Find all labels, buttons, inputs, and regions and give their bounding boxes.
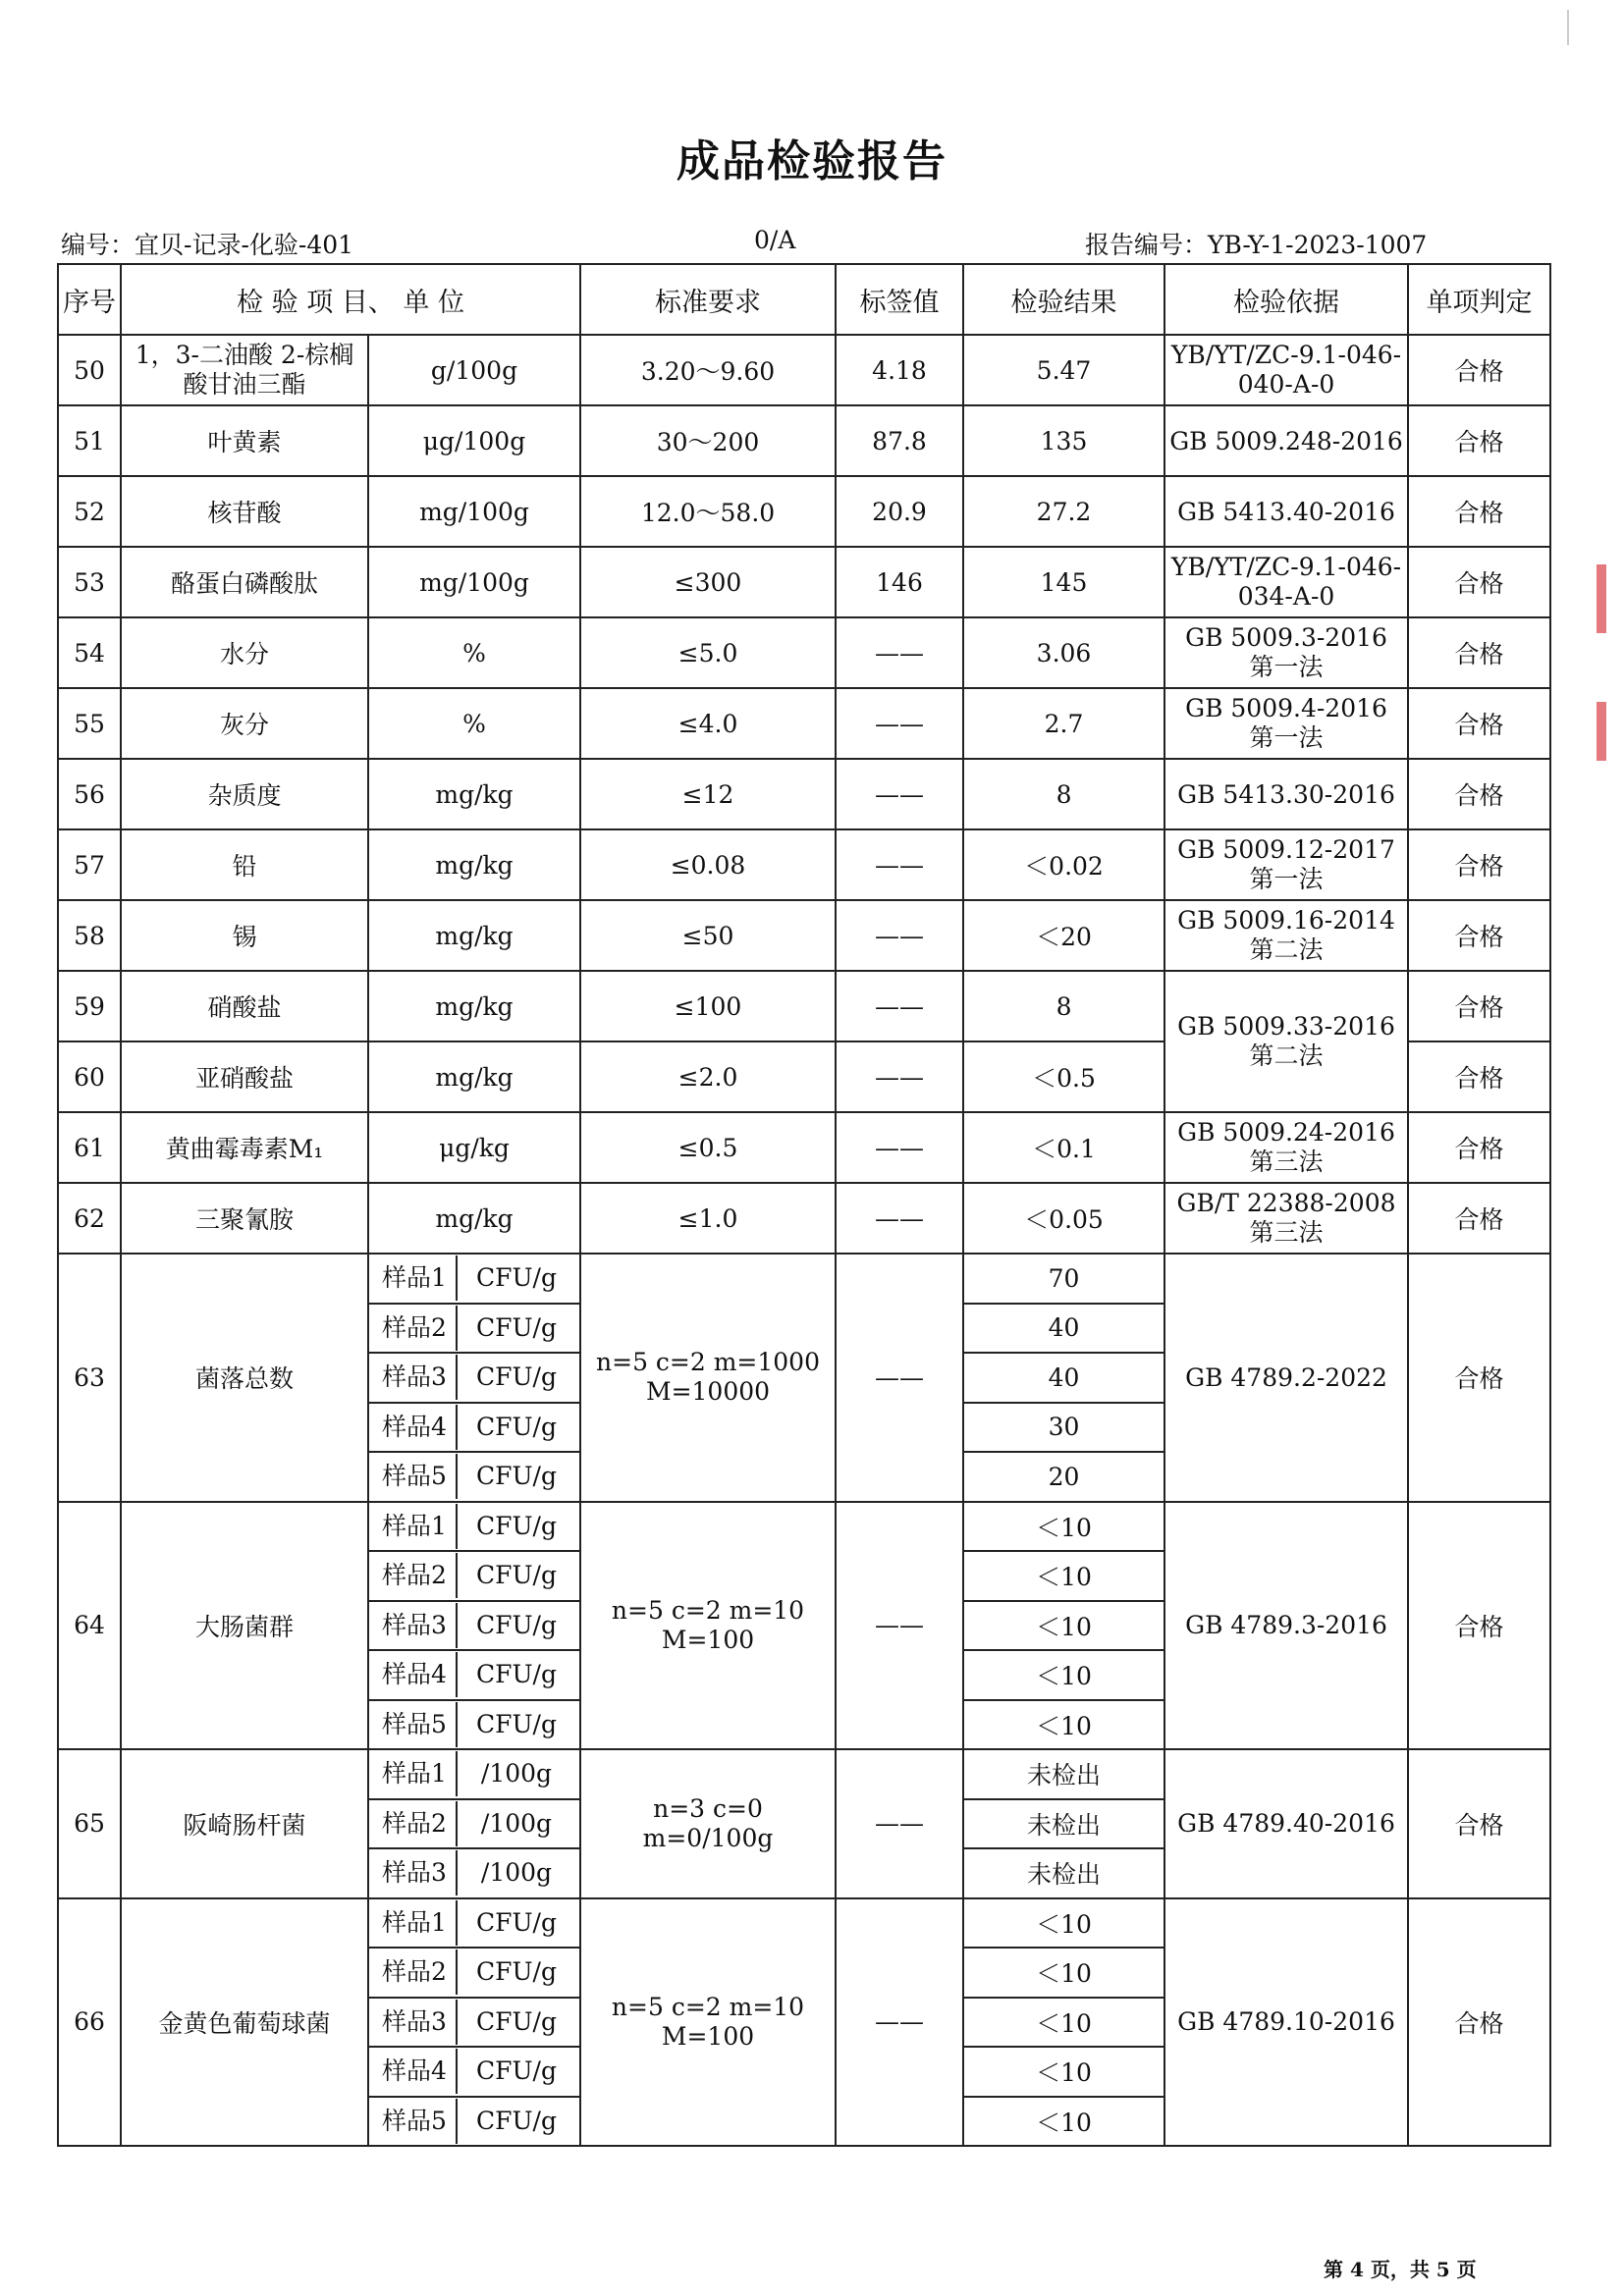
row-standard: 3.20～9.60 — [580, 335, 836, 405]
row-standard: ≤5.0 — [580, 617, 836, 688]
sample-cell — [368, 1799, 580, 1849]
sample-unit: CFU/g — [476, 1362, 557, 1392]
row-standard: n=5 c=2 m=1000 M=10000 — [580, 1254, 836, 1502]
row-basis: GB 5009.248-2016 — [1164, 405, 1408, 476]
row-judgment: 合格 — [1408, 759, 1550, 829]
row-label: —— — [836, 900, 963, 971]
row-result: 未检出 — [963, 1749, 1164, 1799]
micro-sample-row — [58, 1254, 1550, 1304]
sample-cell — [368, 1948, 580, 1998]
row-seq: 60 — [58, 1041, 121, 1112]
row-seq: 52 — [58, 476, 121, 547]
row-basis: GB 5009.3-2016 第一法 — [1164, 617, 1408, 688]
row-result: 30 — [963, 1403, 1164, 1453]
row-result: 8 — [963, 759, 1164, 829]
sample-cell — [368, 1749, 580, 1799]
row-label: —— — [836, 688, 963, 759]
sample-name: 样品2 — [373, 1553, 458, 1598]
sample-cell — [368, 2097, 580, 2147]
table-row — [58, 1112, 1550, 1183]
row-result: ＜10 — [963, 2097, 1164, 2147]
row-judgment: 合格 — [1408, 405, 1550, 476]
row-unit: mg/kg — [368, 1183, 580, 1254]
sample-unit: CFU/g — [476, 1709, 557, 1738]
row-unit: mg/kg — [368, 759, 580, 829]
col-standard: 标准要求 — [580, 264, 836, 335]
row-label: —— — [836, 829, 963, 900]
sample-cell — [368, 1898, 580, 1949]
row-label: 4.18 — [836, 335, 963, 405]
row-judgment: 合格 — [1408, 547, 1550, 617]
row-result: 27.2 — [963, 476, 1164, 547]
sample-unit: CFU/g — [476, 1610, 557, 1639]
row-seq: 57 — [58, 829, 121, 900]
sample-name: 样品5 — [373, 1454, 458, 1499]
row-result: 未检出 — [963, 1848, 1164, 1898]
report-title: 成品检验报告 — [677, 136, 947, 187]
row-judgment: 合格 — [1408, 829, 1550, 900]
row-judgment: 合格 — [1408, 1502, 1550, 1750]
row-result: ＜10 — [963, 1650, 1164, 1700]
row-basis: GB 5413.40-2016 — [1164, 476, 1408, 547]
row-seq: 61 — [58, 1112, 121, 1183]
row-result: ＜0.5 — [963, 1041, 1164, 1112]
sample-unit: CFU/g — [476, 1957, 557, 1987]
sample-cell — [368, 1403, 580, 1453]
row-seq: 58 — [58, 900, 121, 971]
table-row — [58, 617, 1550, 688]
row-item: 水分 — [121, 617, 368, 688]
row-unit: mg/kg — [368, 900, 580, 971]
row-result: 135 — [963, 405, 1164, 476]
row-item: 1，3-二油酸 2-棕榈酸甘油三酯 — [121, 335, 368, 405]
report-number: 报告编号：YB-Y-1-2023-1007 — [1085, 231, 1428, 259]
row-standard: ≤1.0 — [580, 1183, 836, 1254]
sample-unit: CFU/g — [476, 1660, 557, 1689]
table-row — [58, 688, 1550, 759]
stamp-fragment — [1597, 564, 1606, 633]
row-item: 灰分 — [121, 688, 368, 759]
row-result: 2.7 — [963, 688, 1164, 759]
row-unit: % — [368, 617, 580, 688]
row-item: 核苷酸 — [121, 476, 368, 547]
sample-cell — [368, 1353, 580, 1403]
row-seq: 66 — [58, 1898, 121, 2147]
row-standard: ≤0.08 — [580, 829, 836, 900]
sample-unit: CFU/g — [476, 1462, 557, 1491]
row-result: 8 — [963, 971, 1164, 1041]
row-standard: ≤50 — [580, 900, 836, 971]
table-row — [58, 1183, 1550, 1254]
row-unit: g/100g — [368, 335, 580, 405]
row-standard: ≤300 — [580, 547, 836, 617]
row-standard: n=3 c=0 m=0/100g — [580, 1749, 836, 1898]
col-judgment: 单项判定 — [1408, 264, 1550, 335]
row-unit: mg/100g — [368, 547, 580, 617]
sample-unit: /100g — [480, 1759, 553, 1789]
sample-name: 样品1 — [373, 1751, 458, 1796]
row-seq: 54 — [58, 617, 121, 688]
row-label: —— — [836, 1254, 963, 1502]
row-label: —— — [836, 617, 963, 688]
row-item: 亚硝酸盐 — [121, 1041, 368, 1112]
col-basis: 检验依据 — [1164, 264, 1408, 335]
sample-name: 样品4 — [373, 1405, 458, 1450]
row-basis: YB/YT/ZC-9.1-046-034-A-0 — [1164, 547, 1408, 617]
row-item: 阪崎肠杆菌 — [121, 1749, 368, 1898]
sample-name: 样品3 — [373, 1355, 458, 1400]
row-result: 40 — [963, 1353, 1164, 1403]
row-basis: GB 5413.30-2016 — [1164, 759, 1408, 829]
row-label: 20.9 — [836, 476, 963, 547]
sample-name: 样品2 — [373, 1306, 458, 1351]
row-result: 145 — [963, 547, 1164, 617]
row-item: 酪蛋白磷酸肽 — [121, 547, 368, 617]
row-seq: 59 — [58, 971, 121, 1041]
row-result: ＜10 — [963, 2047, 1164, 2097]
row-seq: 55 — [58, 688, 121, 759]
col-item-unit: 检 验 项 目、 单 位 — [121, 264, 580, 335]
row-standard: ≤0.5 — [580, 1112, 836, 1183]
sample-name: 样品2 — [373, 1949, 458, 1995]
table-row — [58, 759, 1550, 829]
row-item: 杂质度 — [121, 759, 368, 829]
row-judgment: 合格 — [1408, 971, 1550, 1041]
sample-unit: /100g — [480, 1858, 553, 1888]
sample-unit: CFU/g — [476, 2106, 557, 2135]
row-judgment: 合格 — [1408, 1254, 1550, 1502]
row-item: 金黄色葡萄球菌 — [121, 1898, 368, 2147]
sample-unit: CFU/g — [476, 2056, 557, 2086]
sample-name: 样品1 — [373, 1900, 458, 1946]
sample-name: 样品1 — [373, 1504, 458, 1549]
sample-unit: CFU/g — [476, 1412, 557, 1441]
sample-name: 样品5 — [373, 2099, 458, 2144]
sample-unit: CFU/g — [476, 2006, 557, 2036]
row-seq: 63 — [58, 1254, 121, 1502]
col-seq: 序号 — [58, 264, 121, 335]
row-item: 大肠菌群 — [121, 1502, 368, 1750]
sample-name: 样品2 — [373, 1801, 458, 1846]
row-item: 锡 — [121, 900, 368, 971]
inspection-table — [57, 263, 1551, 2147]
sample-cell — [368, 1254, 580, 1304]
row-unit: mg/kg — [368, 829, 580, 900]
row-standard: ≤2.0 — [580, 1041, 836, 1112]
row-label: —— — [836, 759, 963, 829]
row-result: ＜10 — [963, 1502, 1164, 1552]
scan-mark — [1567, 10, 1569, 45]
sample-cell — [368, 1551, 580, 1601]
row-judgment: 合格 — [1408, 900, 1550, 971]
table-row — [58, 900, 1550, 971]
row-result: 3.06 — [963, 617, 1164, 688]
row-result: ＜10 — [963, 1601, 1164, 1651]
sample-unit: CFU/g — [476, 1511, 557, 1540]
sample-name: 样品4 — [373, 1652, 458, 1697]
row-judgment: 合格 — [1408, 1112, 1550, 1183]
row-seq: 50 — [58, 335, 121, 405]
row-judgment: 合格 — [1408, 688, 1550, 759]
row-result: 40 — [963, 1304, 1164, 1354]
table-header-row — [58, 264, 1550, 335]
sample-unit: CFU/g — [476, 1263, 557, 1293]
row-standard: 30～200 — [580, 405, 836, 476]
row-item: 菌落总数 — [121, 1254, 368, 1502]
row-result: 未检出 — [963, 1799, 1164, 1849]
row-judgment: 合格 — [1408, 476, 1550, 547]
row-result: ＜10 — [963, 1700, 1164, 1750]
table-row — [58, 829, 1550, 900]
row-result: 5.47 — [963, 335, 1164, 405]
row-result: ＜10 — [963, 1998, 1164, 2048]
row-basis: GB 5009.4-2016 第一法 — [1164, 688, 1408, 759]
row-standard: 12.0～58.0 — [580, 476, 836, 547]
row-label: —— — [836, 971, 963, 1041]
page-number: 第 4 页，共 5 页 — [1324, 2258, 1477, 2281]
sample-name: 样品3 — [373, 2000, 458, 2045]
row-label: —— — [836, 1749, 963, 1898]
row-label: —— — [836, 1502, 963, 1750]
row-standard: n=5 c=2 m=10 M=100 — [580, 1898, 836, 2147]
row-basis: GB/T 22388-2008 第三法 — [1164, 1183, 1408, 1254]
sample-cell — [368, 1848, 580, 1898]
sample-cell — [368, 1304, 580, 1354]
table-row — [58, 547, 1550, 617]
row-label: —— — [836, 1112, 963, 1183]
row-label: —— — [836, 1183, 963, 1254]
sample-unit: /100g — [480, 1808, 553, 1838]
sample-name: 样品5 — [373, 1702, 458, 1747]
row-basis: GB 4789.40-2016 — [1164, 1749, 1408, 1898]
row-unit: μg/100g — [368, 405, 580, 476]
table-row — [58, 335, 1550, 405]
row-unit: mg/kg — [368, 971, 580, 1041]
row-result: ＜20 — [963, 900, 1164, 971]
sample-cell — [368, 1452, 580, 1502]
row-basis: GB 4789.10-2016 — [1164, 1898, 1408, 2147]
row-seq: 56 — [58, 759, 121, 829]
row-item: 叶黄素 — [121, 405, 368, 476]
row-label: 146 — [836, 547, 963, 617]
table-row — [58, 476, 1550, 547]
row-unit: μg/kg — [368, 1112, 580, 1183]
table-row — [58, 971, 1550, 1041]
row-result: ＜10 — [963, 1948, 1164, 1998]
row-seq: 62 — [58, 1183, 121, 1254]
row-basis: GB 4789.2-2022 — [1164, 1254, 1408, 1502]
sample-unit: CFU/g — [476, 1907, 557, 1937]
row-result: ＜10 — [963, 1898, 1164, 1949]
sample-cell — [368, 1502, 580, 1552]
sample-name: 样品1 — [373, 1255, 458, 1301]
row-basis: GB 5009.16-2014 第二法 — [1164, 900, 1408, 971]
col-result: 检验结果 — [963, 264, 1164, 335]
row-result: 70 — [963, 1254, 1164, 1304]
sample-cell — [368, 1650, 580, 1700]
stamp-fragment — [1597, 702, 1606, 761]
row-basis: GB 5009.12-2017 第一法 — [1164, 829, 1408, 900]
sample-name: 样品4 — [373, 2049, 458, 2094]
row-standard: ≤12 — [580, 759, 836, 829]
sample-name: 样品3 — [373, 1603, 458, 1648]
row-judgment: 合格 — [1408, 617, 1550, 688]
row-judgment: 合格 — [1408, 1183, 1550, 1254]
row-standard: n=5 c=2 m=10 M=100 — [580, 1502, 836, 1750]
row-result: 20 — [963, 1452, 1164, 1502]
row-judgment: 合格 — [1408, 1898, 1550, 2147]
sample-cell — [368, 1601, 580, 1651]
row-item: 硝酸盐 — [121, 971, 368, 1041]
micro-sample-row — [58, 1502, 1550, 1552]
micro-sample-row — [58, 1898, 1550, 1949]
sample-cell — [368, 1998, 580, 2048]
row-result: ＜0.02 — [963, 829, 1164, 900]
row-basis: YB/YT/ZC-9.1-046-040-A-0 — [1164, 335, 1408, 405]
version: 0/A — [754, 226, 796, 254]
sample-unit: CFU/g — [476, 1312, 557, 1342]
record-number: 编号：宜贝-记录-化验-401 — [61, 231, 354, 259]
micro-section — [58, 1254, 1550, 2146]
row-judgment: 合格 — [1408, 335, 1550, 405]
row-seq: 64 — [58, 1502, 121, 1750]
row-judgment: 合格 — [1408, 1041, 1550, 1112]
row-result: ＜0.1 — [963, 1112, 1164, 1183]
row-basis: GB 5009.24-2016 第三法 — [1164, 1112, 1408, 1183]
row-item: 铅 — [121, 829, 368, 900]
row-seq: 65 — [58, 1749, 121, 1898]
row-item: 三聚氰胺 — [121, 1183, 368, 1254]
row-unit: mg/100g — [368, 476, 580, 547]
sample-cell — [368, 1700, 580, 1750]
row-label: 87.8 — [836, 405, 963, 476]
row-judgment: 合格 — [1408, 1749, 1550, 1898]
row-label: —— — [836, 1898, 963, 2147]
row-label: —— — [836, 1041, 963, 1112]
micro-sample-row — [58, 1749, 1550, 1799]
table-row — [58, 405, 1550, 476]
row-result: ＜0.05 — [963, 1183, 1164, 1254]
row-basis: GB 5009.33-2016 第二法 — [1164, 971, 1408, 1112]
row-item: 黄曲霉毒素M₁ — [121, 1112, 368, 1183]
row-unit: % — [368, 688, 580, 759]
row-unit: mg/kg — [368, 1041, 580, 1112]
sample-unit: CFU/g — [476, 1561, 557, 1590]
sample-cell — [368, 2047, 580, 2097]
row-standard: ≤100 — [580, 971, 836, 1041]
col-label: 标签值 — [836, 264, 963, 335]
row-result: ＜10 — [963, 1551, 1164, 1601]
sample-name: 样品3 — [373, 1850, 458, 1896]
row-standard: ≤4.0 — [580, 688, 836, 759]
row-basis: GB 4789.3-2016 — [1164, 1502, 1408, 1750]
row-seq: 53 — [58, 547, 121, 617]
row-seq: 51 — [58, 405, 121, 476]
